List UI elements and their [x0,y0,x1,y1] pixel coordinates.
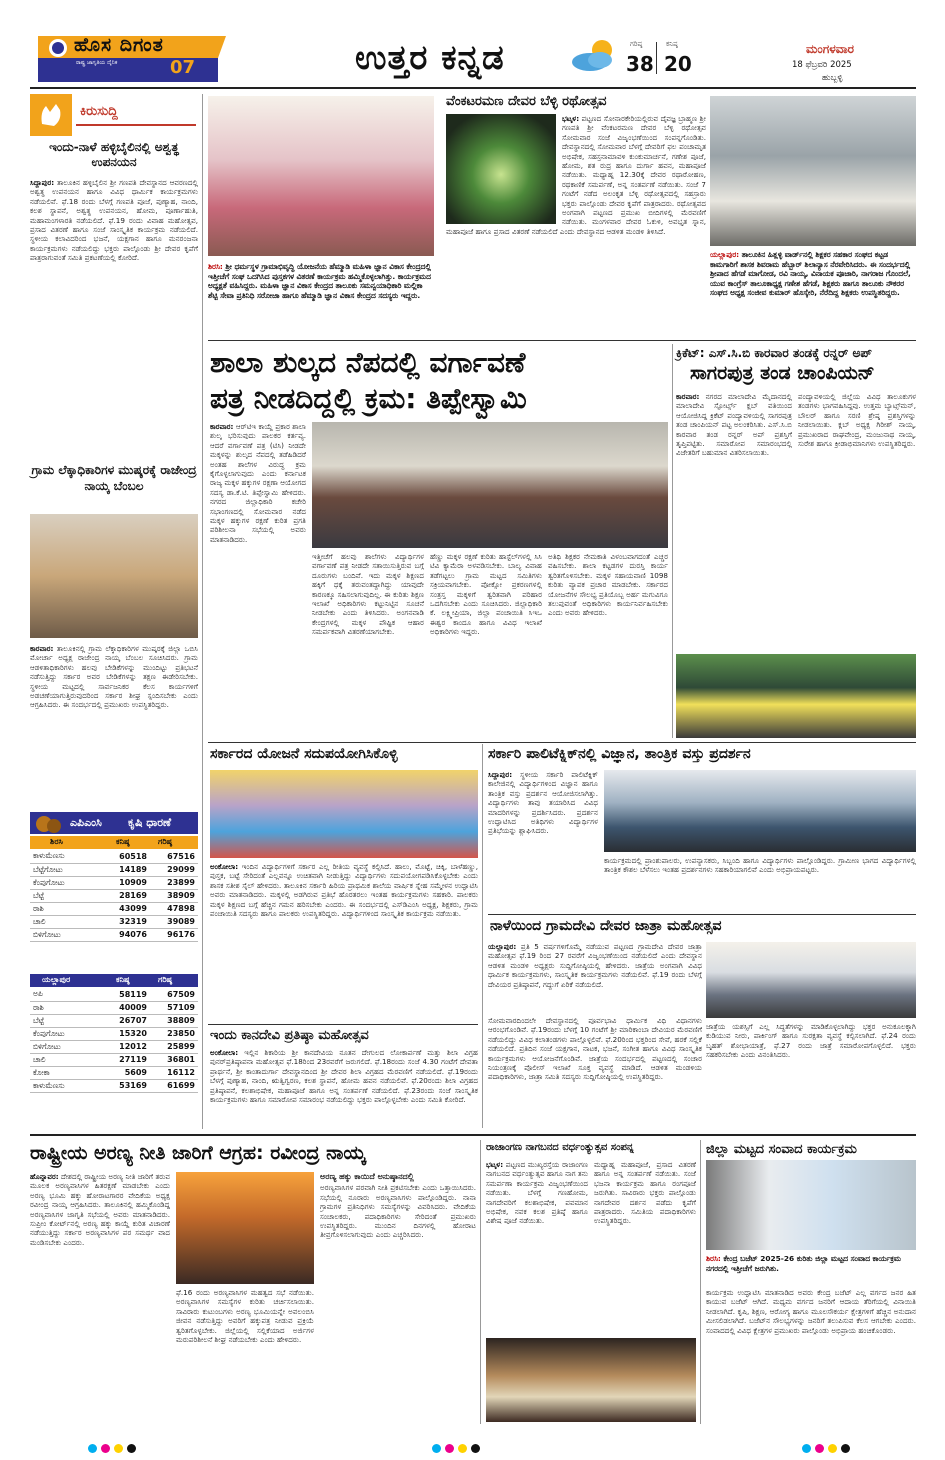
polytechnic-photo [604,770,916,852]
logo-text: ಹೊಸ ದಿಗಂತ [74,34,164,56]
kirusuddi-story1-text: ತಾಲೂಕಿನ ಹಳ್ಳಿಬೈಲಿನ ಶ್ರೀ ಗಣಪತಿ ದೇವಸ್ಥಾನದ ಆವರಣದಲ್ಲಿ ಅಶ್ವತ್ಥ ಉಪನಯನ ಹಾಗೂ ವಿವಿಧ ಧಾರ್ಮಿಕ ಕಾರ್ಯಕ್ರಮಗಳು ನಡೆಯಲಿವೆ. ಫೆ.18 ರಂದು ಬೆಳಗ್ಗೆ ಗಣಪತಿ ಪೂಜೆ, ಪುಣ್ಯಾಹ, ನಾಂದಿ, ಕಲಶ ಸ್ಥಾಪನೆ, ಅಶ್ವತ್ಥ ಉಪನಯನ, ಹೋಮ, ಪೂರ್ಣಾಹುತಿ, ಮಹಾಮಂಗಳಾರತಿ ನಡೆಯಲಿದೆ. ಫೆ.19 ರಂದು ವಿವಾಹ ಮಹೋತ್ಸವ, ಪ್ರಸಾದ ವಿತರಣೆ ಹಾಗೂ ಸಂಜೆ ಸಾಂಸ್ಕೃತಿಕ ಕಾರ್ಯಕ್ರಮ ನಡೆಯಲಿದೆ. ಸ್ಥಳೀಯ ಕಲಾವಿದರಿಂದ ಭಜನೆ, ಯಕ್ಷಗಾನ ಹಾಗೂ ಮನರಂಜನಾ ಕಾರ್ಯಕ್ರಮಗಳು ನಡೆಯಲಿದ್ದು ಭಕ್ತರು ಪಾಲ್ಗೊಂಡು ಶ್ರೀ ದೇವರ ಕೃಪೆಗೆ ಪಾತ್ರರಾಗುವಂತೆ ಸಮಿತಿ ಪ್ರಕಟಣೆಯಲ್ಲಿ ಕೋರಿದೆ. [30,178,198,263]
samvada-body [706,1288,916,1422]
apmc-max-price: 47898 [150,902,198,915]
apmc-max-price: 57109 [150,1001,198,1014]
top-row-rule [208,340,916,341]
kanadevi-headline: ಇಂದು ಕಾನದೇವಿ ಪ್ರತಿಷ್ಠಾ ಮಹೋತ್ಸವ [210,1028,369,1043]
mid-row-rule [208,742,916,743]
issue-day: ಮಂಗಳವಾರ [806,42,855,56]
apmc-max-price: 36801 [150,1053,198,1066]
temp-divider [656,42,657,74]
apmc-min-price: 10909 [102,876,150,889]
kirusuddi-underline [76,124,196,126]
apmc-market2-row [30,1014,198,1027]
apmc-item-name: ಬಿಳಿಗೋಟು [30,928,102,941]
cricket-place: ಕಾರವಾರ: [676,392,700,401]
apmc-item-name: ಬಿಳಿಗೋಟು [30,1040,102,1053]
sarkara-yojane-photo [210,770,478,858]
apmc-market2-row [30,1053,198,1066]
top-photo1-caption-text: ಶ್ರೀ ಧರ್ಮಸ್ಥಳ ಗ್ರಾಮಾಭಿವೃದ್ಧಿ ಯೋಜನೆಯ ಹೆಮ್ಮಾಡಿ ಮಹಿಳಾ ಜ್ಞಾನ ವಿಕಾಸ ಕೇಂದ್ರದಲ್ಲಿ ಇತ್ತೀಚೆಗೆ ಸಂಘ ಒದಗಿಸಿದ ಪುಸ್ತಕಗಳ ವಿತರಣೆ ಕಾರ್ಯಕ್ರಮ ಹಮ್ಮಿಕೊಳ್ಳಲಾಗಿತ್ತು. ಕಾರ್ಯಕ್ರಮದ ಅಧ್ಯಕ್ಷತೆ ವಹಿಸಿದ್ದರು. ಮಹಿಳಾ ಜ್ಞಾನ ವಿಕಾಸ ಕೇಂದ್ರದ ತಾಲೂಕು ಸಮನ್ವಯಾಧಿಕಾರಿ ಮಲ್ಲಿಕಾ ಶೆಟ್ಟಿ ಸೇವಾ ಪ್ರತಿನಿಧಿ ಸರೋಜಾ ಹಾಗೂ ಹೆಮ್ಮಾಡಿ ಜ್ಞಾನ ವಿಕಾಸ ಕೇಂದ್ರದ ಸದಸ್ಯರು ಇದ್ದರು. [208,262,431,300]
issue-date: 18 ಫೆಬ್ರವರಿ 2025 [792,60,852,70]
cricket-photo [676,654,916,738]
apmc-max-price: 96176 [150,928,198,941]
gramadevi-col1 [488,942,702,1012]
left-column-rule [202,94,203,1129]
apmc-header [30,812,198,834]
apmc-market2-max-col: ಗರಿಷ್ಠ [158,975,172,984]
polytechnic-headline: ಸರ್ಕಾರಿ ಪಾಲಿಟೆಕ್ನಿಕ್‌ನಲ್ಲಿ ವಿಜ್ಞಾನ, ತಾಂತ್ರಿಕ ವಸ್ತು ಪ್ರದರ್ಶನ [488,746,751,762]
polytechnic-bottom-rule [488,914,916,915]
apmc-market1-min-col: ಕನಿಷ್ಠ [116,837,130,846]
nagabana-col2 [594,1160,696,1334]
apmc-min-price: 40009 [102,1001,150,1014]
kirusuddi-label: ಕಿರುಸುದ್ದಿ [80,104,118,119]
apmc-market2-min-col: ಕನಿಷ್ಠ [116,975,130,984]
apmc-min-price: 53169 [102,1079,150,1092]
cricket-headline-line2: ಸಾಗರಪುತ್ರ ತಂಡ ಚಾಂಪಿಯನ್ [690,362,875,384]
lead-col4-text: ಅತಿಥಿ ಶಿಕ್ಷಕರ ನೇಮಕಾತಿ ವಿಳಂಬವಾಗದಂತೆ ಎಚ್ಚರ ವಹಿಸಬೇಕು. ಶಾಲಾ ಕಟ್ಟಡಗಳ ದುರಸ್ತಿ ಕಾರ್ಯ ತ್ವರಿತಗೊಳಿಸಬೇಕು. ಮಕ್ಕಳ ಸಹಾಯವಾಣಿ 1098 ಕುರಿತು ವ್ಯಾಪಕ ಪ್ರಚಾರ ಮಾಡಬೇಕು. ಸರ್ಕಾರದ ಯೋಜನೆಗಳ ಸೌಲಭ್ಯ ಪ್ರತಿಯೊಬ್ಬ ಅರ್ಹ ಮಗುವಿಗೂ ತಲುಪುವಂತೆ ಅಧಿಕಾರಿಗಳು ಕಾರ್ಯನಿರ್ವಹಿಸಬೇಕು ಎಂದು ಅವರು ಹೇಳಿದರು. [548,552,668,618]
aranya-col2-text: ಫೆ.16 ರಂದು ಅರಣ್ಯವಾಸಿಗಳ ಮಹತ್ವದ ಸಭೆ ನಡೆಯಿತು. ಅರಣ್ಯವಾಸಿಗಳ ಸಮಸ್ಯೆಗಳ ಕುರಿತು ಚರ್ಚಿಸಲಾಯಿತು. ಸಾವಿರಾರು ಕುಟುಂಬಗಳು ಅರಣ್ಯ ಭೂಮಿಯನ್ನೇ ಅವಲಂಬಿಸಿ ಜೀವನ ನಡೆಸುತ್ತಿದ್ದು ಅವರಿಗೆ ಹಕ್ಕುಪತ್ರ ನೀಡುವ ಪ್ರಕ್ರಿಯೆ ತ್ವರಿತಗೊಳ್ಳಬೇಕು. ಜಿಲ್ಲೆಯಲ್ಲಿ ಸಲ್ಲಿಕೆಯಾದ ಅರ್ಜಿಗಳ ಮರುಪರಿಶೀಲನೆ ಶೀಘ್ರ ನಡೆಯಬೇಕು ಎಂದು ಹೇಳಿದರು. [176,1288,314,1345]
samvada-caption-place: ಶಿರಸಿ: [706,1254,721,1263]
venkataramana-body [446,114,706,336]
gramadevi-photo [706,942,916,1018]
apmc-market2-row [30,1040,198,1053]
apmc-market2-name: ಯಲ್ಲಾಪುರ [42,975,71,984]
areca-nut-icon [32,810,66,836]
apmc-market2-table [30,988,198,1093]
apmc-item-name: ರಾಶಿ [30,902,102,915]
lead-col4 [548,552,668,738]
nagabana-col1 [486,1160,588,1334]
venkataramana-place: ಭಟ್ಕಳ: [562,114,580,123]
apmc-item-name: ಕಾಳುಮೆಣಸು [30,850,102,863]
apmc-min-price: 28169 [102,889,150,902]
gramadevi-col1-text: ಪ್ರತಿ 5 ವರ್ಷಗಳಿಗೊಮ್ಮೆ ನಡೆಯುವ ಪಟ್ಟಣದ ಗ್ರಾಮದೇವಿ ದೇವರ ಜಾತ್ರಾ ಮಹೋತ್ಸವ ಫೆ.19 ರಿಂದ 27 ರವರೆಗೆ ವಿಜೃಂಭಣೆಯಿಂದ ನಡೆಯಲಿದೆ ಎಂದು ದೇವಸ್ಥಾನ ಆಡಳಿತ ಮಂಡಳಿ ಅಧ್ಯಕ್ಷರು ಸುದ್ದಿಗೋಷ್ಠಿಯಲ್ಲಿ ಹೇಳಿದರು. ಜಾತ್ರೆಯ ಅಂಗವಾಗಿ ವಿವಿಧ ಧಾರ್ಮಿಕ ಕಾರ್ಯಕ್ರಮಗಳು, ಸಾಂಸ್ಕೃತಿಕ ಕಾರ್ಯಕ್ರಮಗಳು ನಡೆಯಲಿವೆ. ಫೆ.19 ರಂದು ಬೆಳಗ್ಗೆ ದೇವಿಯರ ಪ್ರತಿಷ್ಠಾಪನೆ, ಗದ್ದುಗೆ ಏರಿಕೆ ನಡೆಯಲಿದೆ. [488,942,702,989]
samvada-headline: ಜಿಲ್ಲಾ ಮಟ್ಟದ ಸಂವಾದ ಕಾರ್ಯಕ್ರಮ [706,1142,857,1157]
polytechnic-col2 [604,856,916,910]
apmc-item-name: ಕೆಂಪುಗೋಟು [30,876,102,889]
apmc-market1-row [30,915,198,928]
apmc-item-name: ಬೆಟ್ಟೆ [30,889,102,902]
apmc-market1-row [30,876,198,889]
apmc-max-price: 67509 [150,988,198,1001]
top-photo3-caption [710,250,916,336]
aranya-photo [176,1172,314,1284]
top-photo3-caption-text: ತಾಲೂಕಿನ ಹಿತ್ಲಳ್ಳಿ ವಾರ್ಡ್‌ನಲ್ಲಿ ಶಿಕ್ಷಕರ ಸಹಕಾರ ಸಂಘದ ಕಟ್ಟಡ ಕಾಮಗಾರಿಗೆ ಶಾಸಕ ಶಿವರಾಮ ಹೆಬ್ಬಾರ್ ಶಿಲಾನ್ಯಾಸ ನೆರವೇರಿಸಿದರು. ಈ ಸಂದರ್ಭದಲ್ಲಿ ಶ್ರೀಪಾದ ಹೆಗಡೆ ಮಾಗೋಡ, ರವಿ ನಾಯ್ಕ, ವಿನಾಯಕ ಪೂಜಾರಿ, ನಾಗರಾಜ ಗೊಂದಲೆ, ಯುವ ಕಾಂಗ್ರೆಸ್ ತಾಲೂಕಾಧ್ಯಕ್ಷ ಗಣೇಶ ಹೆಗಡೆ, ಶಿಕ್ಷಕರು ಹಾಗೂ ತಾಲೂಕು ನೌಕರರ ಸಂಘದ ಅಧ್ಯಕ್ಷ ಸಂಜೀವ ಕುಮಾರ್ ಹೊಸ್ಕೇರಿ, ನೆರೆದಿದ್ದ ಶಿಕ್ಷಕರು ಉಪಸ್ಥಿತರಿದ್ದರು. [710,250,911,298]
gramadevi-headline: ನಾಳೆಯಿಂದ ಗ್ರಾಮದೇವಿ ದೇವರ ಜಾತ್ರಾ ಮಹೋತ್ಸವ [490,918,722,934]
cricket-col2-text: ಪಂದ್ಯಾವಳಿಯಲ್ಲಿ ಜಿಲ್ಲೆಯ ವಿವಿಧ ತಾಲೂಕುಗಳ ತಂಡಗಳು ಭಾಗವಹಿಸಿದ್ದವು. ಉತ್ತಮ ಬ್ಯಾಟ್ಸ್‌ಮನ್, ಬೌಲರ್ ಹಾಗೂ ಸರಣಿ ಶ್ರೇಷ್ಠ ಪ್ರಶಸ್ತಿಗಳನ್ನು ನೀಡಲಾಯಿತು. ಕ್ಲಬ್ ಅಧ್ಯಕ್ಷ ಗಿರೀಶ್ ನಾಯ್ಕ, ಪ್ರಮುಖರಾದ ರಾಘವೇಂದ್ರ, ಮಂಜುನಾಥ ನಾಯ್ಕ, ಸುರೇಶ ಹಾಗೂ ಕ್ರೀಡಾಭಿಮಾನಿಗಳು ಉಪಸ್ಥಿತರಿದ್ದರು. [798,392,916,449]
gramadevi-place: ಯಲ್ಲಾಪುರ: [488,942,517,951]
polytechnic-col1 [488,770,598,910]
aranya-headline: ರಾಷ್ಟ್ರೀಯ ಅರಣ್ಯ ನೀತಿ ಜಾರಿಗೆ ಆಗ್ರಹ: ರವೀಂದ್ರ ನಾಯ್ಕ [30,1142,366,1164]
kirusuddi-story2-body [30,644,198,804]
venkataramana-headline: ವೆಂಕಟರಮಣ ದೇವರ ಬೆಳ್ಳಿ ರಥೋತ್ಸವ [446,94,607,109]
kirusuddi-story2-place: ಕಾರವಾರ: [30,644,54,653]
nagabana-col2-text: ಮಧ್ಯಾಹ್ನ ಮಹಾಪೂಜೆ, ಪ್ರಸಾದ ವಿತರಣೆ ಹಾಗೂ ಅನ್ನ ಸಂತರ್ಪಣೆ ನಡೆಯಿತು. ಸಂಜೆ ಭಜನಾ ಕಾರ್ಯಕ್ರಮ ಹಾಗೂ ರಂಗಪೂಜೆ ಜರುಗಿತು. ಸಾವಿರಾರು ಭಕ್ತರು ಪಾಲ್ಗೊಂಡು ನಾಗದೇವರ ದರ್ಶನ ಪಡೆದು ಕೃಪೆಗೆ ಪಾತ್ರರಾದರು. ಸಮಿತಿಯ ಪದಾಧಿಕಾರಿಗಳು ಉಪಸ್ಥಿತರಿದ್ದರು. [594,1160,696,1226]
apmc-item-name: ಚಾಲಿ [30,1053,102,1066]
lead-col3 [430,552,542,738]
kirusuddi-story1-body [30,178,198,484]
logo-block [30,30,220,86]
apmc-item-name: ಕೆಂಪುಗೋಟು [30,1027,102,1040]
apmc-max-price: 16112 [150,1066,198,1079]
apmc-market2-header [30,974,198,987]
lead-headline-line2: ಪತ್ರ ನೀಡದಿದ್ದಲ್ಲಿ ಕ್ರಮ: ತಿಪ್ಪೇಸ್ವಾಮಿ [210,382,527,415]
gramadevi-col2-text: ಜಾತ್ರೆಯ ಯಶಸ್ಸಿಗೆ ಎಲ್ಲ ಸಿದ್ಧತೆಗಳನ್ನು ಮಾಡಿಕೊಳ್ಳಲಾಗಿದ್ದು ಭಕ್ತರ ಅನುಕೂಲಕ್ಕಾಗಿ ಕುಡಿಯುವ ನೀರು, ಪಾರ್ಕಿಂಗ್ ಹಾಗೂ ಸುರಕ್ಷತಾ ವ್ಯವಸ್ಥೆ ಕಲ್ಪಿಸಲಾಗಿದೆ. ಫೆ.24 ರಂದು ಬೃಹತ್ ಶೋಭಾಯಾತ್ರೆ, ಫೆ.27 ರಂದು ಜಾತ್ರೆ ಸಮಾರೋಪಗೊಳ್ಳಲಿದೆ. ಭಕ್ತರು ಸಹಕರಿಸಬೇಕು ಎಂದು ವಿನಂತಿಸಿದರು. [706,1022,916,1060]
apmc-market1-max-col: ಗರಿಷ್ಠ [158,837,172,846]
apmc-max-price: 23899 [150,876,198,889]
lead-col3-text: ಹೆಣ್ಣು ಮಕ್ಕಳ ರಕ್ಷಣೆ ಕುರಿತು ಹಾಸ್ಟೆಲ್‌ಗಳಲ್ಲಿ ಸಿಸಿ ಟಿವಿ ಕ್ಯಾಮೆರಾ ಅಳವಡಿಸಬೇಕು. ಬಾಲ್ಯ ವಿವಾಹ ತಡೆಗಟ್ಟಲು ಗ್ರಾಮ ಮಟ್ಟದ ಸಮಿತಿಗಳು ಸಕ್ರಿಯವಾಗಬೇಕು. ಪೋಕ್ಸೋ ಪ್ರಕರಣಗಳಲ್ಲಿ ಸಂತ್ರಸ್ತ ಮಕ್ಕಳಿಗೆ ತ್ವರಿತವಾಗಿ ಪರಿಹಾರ ಒದಗಿಸಬೇಕು ಎಂದು ಸೂಚಿಸಿದರು. ಜಿಲ್ಲಾಧಿಕಾರಿ ಕೆ. ಲಕ್ಷ್ಮೀಪ್ರಿಯಾ, ಜಿಲ್ಲಾ ಪಂಚಾಯಿತಿ ಸಿಇಒ ಈಶ್ವರ ಕಾಂದೂ ಹಾಗೂ ವಿವಿಧ ಇಲಾಖೆ ಅಧಿಕಾರಿಗಳು ಇದ್ದರು. [430,552,542,637]
masthead [0,0,945,88]
top-photo1-caption [208,262,434,338]
temp-max: 38 [626,52,654,76]
lead-col2-visible [312,552,424,738]
apmc-label-a: ಎಪಿಎಂಸಿ [70,816,102,829]
top-photo1-caption-place: ಶಿರಸಿ: [208,262,223,271]
aranya-subhead: ಅರಣ್ಯ ಹಕ್ಕು ಕಾಯಿದೆ ಅನುಷ್ಠಾನದಲ್ಲಿ [320,1172,414,1181]
apmc-max-price: 39089 [150,915,198,928]
masthead-rule [30,87,916,89]
temp-min: 20 [664,52,692,76]
apmc-max-price: 23850 [150,1027,198,1040]
apmc-item-name: ಬೆಟ್ಟೆಗೋಟು [30,863,102,876]
gramadevi-continued-text: ಸೋಮವಾರದಿಂದಲೇ ದೇವಸ್ಥಾನದಲ್ಲಿ ಪೂರ್ವಭಾವಿ ಧಾರ್ಮಿಕ ವಿಧಿ ವಿಧಾನಗಳು ಆರಂಭಗೊಂಡಿವೆ. ಫೆ.19ರಂದು ಬೆಳಗ್ಗೆ 10 ಗಂಟೆಗೆ ಶ್ರೀ ಮಾರಿಕಾಂಬಾ ದೇವಿಯರ ಮೆರವಣಿಗೆ ನಡೆಯಲಿದ್ದು ವಿವಿಧ ಕಲಾತಂಡಗಳು ಪಾಲ್ಗೊಳ್ಳಲಿವೆ. ಫೆ.20ರಿಂದ ಭಕ್ತರಿಂದ ಸೇವೆ, ಹರಕೆ ಸಲ್ಲಿಕೆ ನಡೆಯಲಿದೆ. ಪ್ರತಿದಿನ ಸಂಜೆ ಯಕ್ಷಗಾನ, ನಾಟಕ, ಭಜನೆ, ಸಂಗೀತ ಹಾಗೂ ವಿವಿಧ ಸಾಂಸ್ಕೃತಿಕ ಕಾರ್ಯಕ್ರಮಗಳು ಆಯೋಜನೆಗೊಂಡಿವೆ. ಜಾತ್ರೆಯ ಸಂದರ್ಭದಲ್ಲಿ ಪಟ್ಟಣದಲ್ಲಿ ಸಂಚಾರ ನಿಯಂತ್ರಣಕ್ಕೆ ಪೊಲೀಸ್ ಇಲಾಖೆ ಸೂಕ್ತ ವ್ಯವಸ್ಥೆ ಮಾಡಿದೆ. ಆಡಳಿತ ಮಂಡಳಿಯ ಪದಾಧಿಕಾರಿಗಳು, ಜಾತ್ರಾ ಸಮಿತಿ ಸದಸ್ಯರು ಸುದ್ದಿಗೋಷ್ಠಿಯಲ್ಲಿ ಉಪಸ್ಥಿತರಿದ್ದರು. [488,1016,702,1082]
kirusuddi-story2-headline: ಗ್ರಾಮ ಲೆಕ್ಕಾಧಿಕಾರಿಗಳ ಮುಷ್ಕರಕ್ಕೆ ರಾಜೇಂದ್ರ ನಾಯ್ಕ ಬೆಂಬಲ [31,463,197,493]
aranya-col3 [320,1172,476,1422]
registration-dots-center [430,1438,482,1457]
apmc-market1-table [30,850,198,942]
nagabana-photo [486,1338,696,1422]
apmc-item-name: ಚಾಲಿ [30,915,102,928]
aranya-col3-text: ಅರಣ್ಯವಾಸಿಗಳ ಪರವಾಗಿ ನೀತಿ ಪ್ರಕಟಿಸಬೇಕು ಎಂದು ಒತ್ತಾಯಿಸಿದರು. ಸಭೆಯಲ್ಲಿ ನೂರಾರು ಅರಣ್ಯವಾಸಿಗಳು ಪಾಲ್ಗೊಂಡಿದ್ದರು. ನಾನಾ ಗ್ರಾಮಗಳ ಪ್ರತಿನಿಧಿಗಳು ಸಮಸ್ಯೆಗಳನ್ನು ವಿವರಿಸಿದರು. ವೇದಿಕೆಯ ಸಂಚಾಲಕರು, ಪದಾಧಿಕಾರಿಗಳು ಸೇರಿದಂತೆ ಪ್ರಮುಖರು ಉಪಸ್ಥಿತರಿದ್ದರು. ಮುಂದಿನ ದಿನಗಳಲ್ಲಿ ಹೋರಾಟ ತೀವ್ರಗೊಳಿಸಲಾಗುವುದು ಎಂದು ಎಚ್ಚರಿಸಿದರು. [320,1183,476,1240]
apmc-market2-row [30,1066,198,1079]
apmc-min-price: 32319 [102,915,150,928]
lead-col1 [210,422,306,738]
registration-dots-right [800,1438,852,1457]
apmc-min-price: 58119 [102,988,150,1001]
kirusuddi-story1-place: ಸಿದ್ದಾಪುರ: [30,178,55,187]
polytechnic-col2-text: ಕಾರ್ಯಕ್ರಮದಲ್ಲಿ ಪ್ರಾಂಶುಪಾಲರು, ಉಪನ್ಯಾಸಕರು, ಸಿಬ್ಬಂದಿ ಹಾಗೂ ವಿದ್ಯಾರ್ಥಿಗಳು ಪಾಲ್ಗೊಂಡಿದ್ದರು. ಗ್ರಾಮೀಣ ಭಾಗದ ವಿದ್ಯಾರ್ಥಿಗಳಲ್ಲಿ ತಾಂತ್ರಿಕ ಕೌಶಲ ಬೆಳೆಸಲು ಇಂತಹ ಪ್ರದರ್ಶನಗಳು ಸಹಕಾರಿಯಾಗಲಿವೆ ಎಂದು ಅಭಿಪ್ರಾಯಪಟ್ಟರು. [604,856,916,875]
apmc-min-price: 26707 [102,1014,150,1027]
apmc-label-b: ಕೃಷಿ ಧಾರಣೆ [128,816,172,829]
bottom-rule2 [700,1140,701,1424]
issue-city: ಹುಬ್ಬಳ್ಳಿ [822,73,843,83]
apmc-market1-row [30,902,198,915]
kanadevi-place: ಅಂಕೋಲಾ: [210,1048,239,1057]
apmc-market2-row [30,1079,198,1092]
lead-col1-text: ಆರ್‌ಟಿಇ ಕಾಯ್ದೆ ಪ್ರಕಾರ ಶಾಲಾ ಶುಲ್ಕ ಭರಿಸುವುದು ಪಾಲಕರ ಕರ್ತವ್ಯ. ಆದರೆ ವರ್ಗಾವಣೆ ಪತ್ರ (ಟಿಸಿ) ನೀಡದೇ ಮಕ್ಕಳನ್ನು ಶುಲ್ಕದ ನೆಪದಲ್ಲಿ ತಡೆಹಿಡಿದರೆ ಅಂತಹ ಶಾಲೆಗಳ ವಿರುದ್ಧ ಕ್ರಮ ಕೈಗೊಳ್ಳಲಾಗುವುದು ಎಂದು ಕರ್ನಾಟಕ ರಾಜ್ಯ ಮಕ್ಕಳ ಹಕ್ಕುಗಳ ರಕ್ಷಣಾ ಆಯೋಗದ ಸದಸ್ಯ ಡಾ.ಕೆ.ಟಿ. ತಿಪ್ಪೇಸ್ವಾಮಿ ಹೇಳಿದರು. ನಗರದ ಜಿಲ್ಲಾಧಿಕಾರಿ ಕಚೇರಿ ಸಭಾಂಗಣದಲ್ಲಿ ಸೋಮವಾರ ನಡೆದ ಮಕ್ಕಳ ಹಕ್ಕುಗಳ ರಕ್ಷಣೆ ಕುರಿತ ಪ್ರಗತಿ ಪರಿಶೀಲನಾ ಸಭೆಯಲ್ಲಿ ಅವರು ಮಾತನಾಡಿದರು. [210,422,306,544]
sarkara-yojane-text: ಇಂದಿನ ವಿದ್ಯಾರ್ಥಿಗಳಿಗೆ ಸರ್ಕಾರ ಎಲ್ಲ ರೀತಿಯ ವ್ಯವಸ್ಥೆ ಕಲ್ಪಿಸಿದೆ. ಹಾಲು, ಮೊಟ್ಟೆ, ಚಿಕ್ಕಿ, ಬಾಳೆಹಣ್ಣು, ಪುಸ್ತಕ, ಬಟ್ಟೆ ಸೇರಿದಂತೆ ಎಲ್ಲವನ್ನೂ ಉಚಿತವಾಗಿ ನೀಡುತ್ತಿದ್ದು ವಿದ್ಯಾರ್ಥಿಗಳು ಸದುಪಯೋಗಪಡಿಸಿಕೊಳ್ಳಬೇಕು ಎಂದು ಶಾಸಕ ಸತೀಶ ಸೈಲ್ ಹೇಳಿದರು. ತಾಲೂಕಿನ ಸರ್ಕಾರಿ ಹಿರಿಯ ಪ್ರಾಥಮಿಕ ಶಾಲೆಯ ವಾರ್ಷಿಕ ಸ್ನೇಹ ಸಮ್ಮೇಳನ ಉದ್ಘಾಟಿಸಿ ಅವರು ಮಾತನಾಡಿದರು. ಮಕ್ಕಳಲ್ಲಿ ಅಡಗಿರುವ ಪ್ರತಿಭೆ ಹೊರತರಲು ಇಂತಹ ಕಾರ್ಯಕ್ರಮಗಳು ಸಹಕಾರಿ. ಪಾಲಕರು ಮಕ್ಕಳ ಶಿಕ್ಷಣದ ಬಗ್ಗೆ ಹೆಚ್ಚಿನ ಗಮನ ಹರಿಸಬೇಕು ಎಂದರು. ಈ ಸಂದರ್ಭದಲ್ಲಿ ಎಸ್‌ಡಿಎಂಸಿ ಅಧ್ಯಕ್ಷ, ಶಿಕ್ಷಕರು, ಗ್ರಾಮ ಪಂಚಾಯಿತಿ ಸದಸ್ಯರು ಹಾಗೂ ಪಾಲಕರು ಉಪಸ್ಥಿತರಿದ್ದರು. ವಿದ್ಯಾರ್ಥಿಗಳಿಂದ ಸಾಂಸ್ಕೃತಿಕ ಕಾರ್ಯಕ್ರಮ ನಡೆಯಿತು. [210,862,478,919]
apmc-market1-row [30,889,198,902]
temp-max-label: ಗರಿಷ್ಠ [630,40,643,48]
kirusuddi-story1-headline: ಇಂದು-ನಾಳೆ ಹಳ್ಳಿಬೈಲಿನಲ್ಲಿ ಅಶ್ವತ್ಥ ಉಪನಯನ [49,140,179,169]
samvada-caption [706,1254,916,1284]
apmc-market1-row [30,863,198,876]
apmc-max-price: 25899 [150,1040,198,1053]
top-photo1 [208,96,434,256]
apmc-max-price: 29099 [150,863,198,876]
cricket-col1 [676,392,792,652]
gramadevi-col2 [706,1022,916,1128]
nagabana-place: ಭಟ್ಕಳ: [486,1160,504,1169]
sarkara-yojane-headline: ಸರ್ಕಾರದ ಯೋಜನೆ ಸದುಪಯೋಗಿಸಿಕೊಳ್ಳಿ [210,746,398,762]
cricket-col2 [798,392,916,652]
weather-sun-cloud-icon [568,36,622,74]
apmc-min-price: 60518 [102,850,150,863]
top-photo3 [710,96,916,246]
apmc-min-price: 94076 [102,928,150,941]
lead-right-rule [672,344,673,738]
kanadevi-top-rule [208,1024,478,1025]
kirusuddi-story2-text: ತಾಲೂಕಿನಲ್ಲಿ ಗ್ರಾಮ ಲೆಕ್ಕಾಧಿಕಾರಿಗಳ ಮುಷ್ಕರಕ್ಕೆ ಜಿಲ್ಲಾ ಒಬಿಸಿ ಮೋರ್ಚಾ ಅಧ್ಯಕ್ಷ ರಾಜೇಂದ್ರ ನಾಯ್ಕ ಬೆಂಬಲ ಸೂಚಿಸಿದರು. ಗ್ರಾಮ ಆಡಳಿತಾಧಿಕಾರಿಗಳು ಹಲವು ಬೇಡಿಕೆಗಳನ್ನು ಮುಂದಿಟ್ಟು ಪ್ರತಿಭಟನೆ ನಡೆಸುತ್ತಿದ್ದು ಸರ್ಕಾರ ಅವರ ಬೇಡಿಕೆಗಳನ್ನು ತಕ್ಷಣ ಈಡೇರಿಸಬೇಕು. ಸ್ಥಳೀಯ ಮಟ್ಟದಲ್ಲಿ ಸಾರ್ವಜನಿಕರ ಕೆಲಸ ಕಾರ್ಯಗಳಿಗೆ ಅಡಚಣೆಯಾಗುತ್ತಿರುವುದರಿಂದ ಸರ್ಕಾರ ಶೀಘ್ರ ಸ್ಪಂದಿಸಬೇಕು ಎಂದು ಆಗ್ರಹಿಸಿದರು. ಈ ಸಂದರ್ಭದಲ್ಲಿ ಪ್ರಮುಖರು ಉಪಸ್ಥಿತರಿದ್ದರು. [30,644,198,710]
kanadevi-text: ಇಲ್ಲಿನ ಶಿಕಾರಿಯ ಶ್ರೀ ಕಾನದೇವಿಯ ನೂತನ ದೇಗುಲದ ಲೋಕಾರ್ಪಣೆ ಮತ್ತು ಶಿಲಾ ವಿಗ್ರಹ ಪುನರ್‌ಪ್ರತಿಷ್ಠಾಪನಾ ಮಹೋತ್ಸವ ಫೆ.18ರಿಂದ 23ರವರೆಗೆ ಜರುಗಲಿದೆ. ಫೆ.18ರಂದು ಸಂಜೆ 4.30 ಗಂಟೆಗೆ ದೇವತಾ ಪ್ರಾರ್ಥನೆ, ಶ್ರೀ ಕಾಂತಾದುರ್ಗಾ ದೇವಸ್ಥಾನದಿಂದ ಶ್ರೀ ದೇವರ ಶಿಲಾ ವಿಗ್ರಹದ ಮೆರವಣಿಗೆ ನಡೆಯಲಿದೆ. ಫೆ.19ರಂದು ಬೆಳಗ್ಗೆ ಪುಣ್ಯಾಹ, ನಾಂದಿ, ಋತ್ವಿಗ್ವರಣ, ಕಲಶ ಸ್ಥಾಪನೆ, ಹೋಮ ಹವನ ನಡೆಯಲಿವೆ. ಫೆ.20ರಂದು ಶಿಲಾ ವಿಗ್ರಹದ ಪ್ರತಿಷ್ಠಾಪನೆ, ಕಲಶಾಭಿಷೇಕ, ಮಹಾಪೂಜೆ ಹಾಗೂ ಅನ್ನ ಸಂತರ್ಪಣೆ ನಡೆಯಲಿದೆ. ಫೆ.23ರಂದು ಸಂಜೆ ಸಾಂಸ್ಕೃತಿಕ ಕಾರ್ಯಕ್ರಮಗಳು ಹಾಗೂ ಸಮಾರೋಪ ಸಮಾರಂಭ ನಡೆಯಲಿದ್ದು ಭಕ್ತರು ಪಾಲ್ಗೊಳ್ಳಬೇಕು ಎಂದು ಸಮಿತಿ ಕೋರಿದೆ. [210,1048,478,1105]
gramadevi-continued [488,1016,702,1128]
aranya-col2 [176,1288,314,1422]
apmc-item-name: ಬೆಟ್ಟೆ [30,1014,102,1027]
temp-min-label: ಕನಿಷ್ಠ [666,40,678,48]
apmc-max-price: 61699 [150,1079,198,1092]
samvada-caption-text: ಕೇಂದ್ರ ಬಜೆಟ್ 2025-26 ಕುರಿತು ಜಿಲ್ಲಾ ಮಟ್ಟದ ಸಂವಾದ ಕಾರ್ಯಕ್ರಮ ನಗರದಲ್ಲಿ ಇತ್ತೀಚೆಗೆ ಜರುಗಿತು. [706,1254,901,1273]
apmc-min-price: 5609 [102,1066,150,1079]
apmc-max-price: 38909 [150,889,198,902]
apmc-market1-header [30,836,198,849]
sarkara-yojane-place: ಅಂಕೋಲಾ: [210,862,239,871]
kirusuddi-story2-photo [30,514,198,638]
apmc-max-price: 38809 [150,1014,198,1027]
samvada-text: ಕಾರ್ಯಕ್ರಮ ಉದ್ಘಾಟಿಸಿ ಮಾತನಾಡಿದ ಅವರು ಕೇಂದ್ರ ಬಜೆಟ್ ಎಲ್ಲ ವರ್ಗದ ಜನರ ಹಿತ ಕಾಯುವ ಬಜೆಟ್ ಆಗಿದೆ. ಮಧ್ಯಮ ವರ್ಗದ ಜನರಿಗೆ ಆದಾಯ ತೆರಿಗೆಯಲ್ಲಿ ವಿನಾಯಿತಿ ನೀಡಲಾಗಿದೆ. ಕೃಷಿ, ಶಿಕ್ಷಣ, ಆರೋಗ್ಯ ಹಾಗೂ ಮೂಲಸೌಕರ್ಯ ಕ್ಷೇತ್ರಗಳಿಗೆ ಹೆಚ್ಚಿನ ಅನುದಾನ ಮೀಸಲಿಡಲಾಗಿದೆ. ಬಜೆಟ್‌ನ ಸೌಲಭ್ಯಗಳನ್ನು ಜನರಿಗೆ ತಲುಪಿಸುವ ಕೆಲಸ ಆಗಬೇಕು ಎಂದರು. ಸಂವಾದದಲ್ಲಿ ವಿವಿಧ ಕ್ಷೇತ್ರಗಳ ಪ್ರಮುಖರು ಪಾಲ್ಗೊಂಡು ಅಭಿಪ್ರಾಯ ಹಂಚಿಕೊಂಡರು. [706,1288,916,1335]
page-number: 07 [170,57,196,78]
polytechnic-col1-text: ಸ್ಥಳೀಯ ಸರ್ಕಾರಿ ಪಾಲಿಟೆಕ್ನಿಕ್ ಕಾಲೇಜಿನಲ್ಲಿ ವಿದ್ಯಾರ್ಥಿಗಳಿಂದ ವಿಜ್ಞಾನ ಹಾಗೂ ತಾಂತ್ರಿಕ ವಸ್ತು ಪ್ರದರ್ಶನ ಆಯೋಜಿಸಲಾಗಿತ್ತು. ವಿದ್ಯಾರ್ಥಿಗಳು ತಾವು ತಯಾರಿಸಿದ ವಿವಿಧ ಮಾದರಿಗಳನ್ನು ಪ್ರದರ್ಶಿಸಿದರು. ಪ್ರದರ್ಶನ ಉದ್ಘಾಟಿಸಿದ ಅತಿಥಿಗಳು ವಿದ್ಯಾರ್ಥಿಗಳ ಪ್ರತಿಭೆಯನ್ನು ಶ್ಲಾಘಿಸಿದರು. [488,770,598,836]
registration-dots-left [86,1438,138,1457]
apmc-item-name: ಅಪಿ [30,988,102,1001]
apmc-item-name: ಕೋಕಾ [30,1066,102,1079]
kirusuddi-section [30,94,198,810]
apmc-market2-row [30,1027,198,1040]
cricket-headline-line1: ಕ್ರಿಕೆಟ್: ಎಸ್.ಸಿ.ಬಿ ಕಾರವಾರ ತಂಡಕ್ಕೆ ರನ್ನರ್ ಅಪ್ [676,346,872,360]
apmc-min-price: 14189 [102,863,150,876]
polytechnic-place: ಸಿದ್ದಾಪುರ: [488,770,513,779]
aranya-place: ಹೊನ್ನಾವರ: [30,1172,59,1181]
venkataramana-text: ಪಟ್ಟಣದ ಸೋನಾರಕೇರಿಯಲ್ಲಿರುವ ದೈವಜ್ಞ ಬ್ರಾಹ್ಮಣ ಶ್ರೀ ಗಣಪತಿ ಶ್ರೀ ವೆಂಕಟರಮಣ ದೇವರ ಬೆಳ್ಳಿ ರಥೋತ್ಸವ ಸೋಮವಾರ ಸಂಜೆ ವಿಜೃಂಭಣೆಯಿಂದ ಸಂಪನ್ನಗೊಂಡಿತು. ದೇವಸ್ಥಾನದಲ್ಲಿ ಸೋಮವಾರ ಬೆಳಗ್ಗೆ ದೇವರಿಗೆ ಫಲ ಪಂಚಾಮೃತ ಅಭಿಷೇಕ, ಸಹಸ್ರನಾಮಾವಳಿ ಕುಂಕುಮಾರ್ಚನೆ, ಗಣೇಶ ಪೂಜೆ, ಹೋಮ, ಶತ ರುದ್ರ ಹಾಗೂ ದುರ್ಗಾ ಹವನ, ಮಹಾಪೂಜೆ ನಡೆಯಿತು. ಮಧ್ಯಾಹ್ನ 12.30ಕ್ಕೆ ದೇವರ ರಥಾರೋಹಣ, ರಥಕಾಣಿಕೆ ಸಮರ್ಪಣೆ, ಅನ್ನ ಸಂತರ್ಪಣೆ ನಡೆಯಿತು. ಸಂಜೆ 7 ಗಂಟೆಗೆ ನಡೆದ ಅಲಂಕೃತ ಬೆಳ್ಳಿ ರಥೋತ್ಸವದಲ್ಲಿ ಸಹಸ್ರಾರು ಭಕ್ತರು ಪಾಲ್ಗೊಂಡು ದೇವರ ಕೃಪೆಗೆ ಪಾತ್ರರಾದರು. ರಥೋತ್ಸವದ ಅಂಗವಾಗಿ ಪಟ್ಟಣದ ಪ್ರಮುಖ ಬೀದಿಗಳಲ್ಲಿ ಮೆರವಣಿಗೆ ನಡೆಯಿತು. ಮಂಗಳವಾರ ದೇವರ ಓಕುಳಿ, ಅವಭೃತ ಸ್ನಾನ, ಮಹಾಪೂಜೆ ಹಾಗೂ ಪ್ರಸಾದ ವಿತರಣೆ ನಡೆಯಲಿದೆ ಎಂದು ದೇವಸ್ಥಾನದ ಆಡಳಿತ ಮಂಡಳಿ ತಿಳಿಸಿದೆ. [446,114,706,236]
aranya-col1 [30,1172,170,1422]
samvada-photo [706,1160,916,1250]
lead-headline-line1: ಶಾಲಾ ಶುಲ್ಕದ ನೆಪದಲ್ಲಿ ವರ್ಗಾವಣೆ [210,346,526,379]
apmc-min-price: 15320 [102,1027,150,1040]
apmc-market2-row [30,1001,198,1014]
apmc-max-price: 67516 [150,850,198,863]
apmc-item-name: ಕಾಳುಮೆಣಸು [30,1079,102,1092]
nagabana-headline: ರಾಜಾಂಗಣ ನಾಗಬನದ ವರ್ಧಂತ್ಯುತ್ಸವ ಸಂಪನ್ನ [486,1142,634,1153]
lead-col2-text: ಇತ್ತೀಚೆಗೆ ಹಲವು ಶಾಲೆಗಳು ವಿದ್ಯಾರ್ಥಿಗಳ ವರ್ಗಾವಣೆ ಪತ್ರ ನೀಡದೇ ಸತಾಯಿಸುತ್ತಿರುವ ಬಗ್ಗೆ ದೂರುಗಳು ಬಂದಿವೆ. ಇದು ಮಕ್ಕಳ ಶಿಕ್ಷಣದ ಹಕ್ಕಿಗೆ ಧಕ್ಕೆ ತರುವಂತದ್ದಾಗಿದ್ದು ಯಾವುದೇ ಕಾರಣಕ್ಕೂ ಸಹಿಸಲಾಗುವುದಿಲ್ಲ. ಈ ಕುರಿತು ಶಿಕ್ಷಣ ಇಲಾಖೆ ಅಧಿಕಾರಿಗಳು ಕಟ್ಟುನಿಟ್ಟಿನ ಸೂಚನೆ ನೀಡಬೇಕು ಎಂದು ತಿಳಿಸಿದರು. ಅಂಗನವಾಡಿ ಕೇಂದ್ರಗಳಲ್ಲಿ ಮಕ್ಕಳ ಪೌಷ್ಟಿಕ ಆಹಾರ ಸಮರ್ಪಕವಾಗಿ ವಿತರಣೆಯಾಗಬೇಕು. [312,552,424,637]
apmc-min-price: 27119 [102,1053,150,1066]
apmc-market1-name: ಶಿರಸಿ [50,837,63,846]
kirusuddi-hand-icon [30,94,72,136]
apmc-item-name: ರಾಶಿ [30,1001,102,1014]
apmc-min-price: 12012 [102,1040,150,1053]
bottom-section-divider [30,1134,916,1136]
sarkara-yojane-body [210,862,478,1022]
logo-tagline: ರಾಷ್ಟ್ರ ಜಾಗೃತಿಯ ದೈನಿಕ [76,60,118,66]
aranya-col1-text: ದೇಶದಲ್ಲಿ ರಾಷ್ಟ್ರೀಯ ಅರಣ್ಯ ನೀತಿ ಜಾರಿಗೆ ತರುವ ಮೂಲಕ ಅರಣ್ಯವಾಸಿಗಳ ಹಿತರಕ್ಷಣೆ ಮಾಡಬೇಕು ಎಂದು ಅರಣ್ಯ ಭೂಮಿ ಹಕ್ಕು ಹೋರಾಟಗಾರರ ವೇದಿಕೆಯ ಅಧ್ಯಕ್ಷ ರವೀಂದ್ರ ನಾಯ್ಕ ಆಗ್ರಹಿಸಿದರು. ತಾಲೂಕಿನಲ್ಲಿ ಹಮ್ಮಿಕೊಂಡಿದ್ದ ಅರಣ್ಯವಾಸಿಗಳ ಜಾಗೃತಿ ಸಭೆಯಲ್ಲಿ ಅವರು ಮಾತನಾಡಿದರು. ಸುಪ್ರೀಂ ಕೋರ್ಟ್‌ನಲ್ಲಿ ಅರಣ್ಯ ಹಕ್ಕು ಕಾಯ್ದೆ ಕುರಿತ ವಿಚಾರಣೆ ನಡೆಯುತ್ತಿದ್ದು ಸರ್ಕಾರ ಅರಣ್ಯವಾಸಿಗಳ ಪರ ಸಮರ್ಥ ವಾದ ಮಂಡಿಸಬೇಕು ಎಂದರು. [30,1172,170,1247]
apmc-market1-row [30,928,198,941]
kanadevi-body [210,1048,478,1128]
apmc-min-price: 43099 [102,902,150,915]
bottom-rule1 [480,1140,481,1424]
cricket-col1-text: ನಗರದ ಮಾಲಾದೇವಿ ಮೈದಾನದಲ್ಲಿ ಮಾಲಾದೇವಿ ಸ್ಪೋರ್ಟ್ಸ್ ಕ್ಲಬ್ ವತಿಯಿಂದ ಆಯೋಜಿಸಿದ್ದ ಕ್ರಿಕೆಟ್ ಪಂದ್ಯಾವಳಿಯಲ್ಲಿ ಸಾಗರಪುತ್ರ ತಂಡ ಚಾಂಪಿಯನ್ ಪಟ್ಟ ಅಲಂಕರಿಸಿತು. ಎಸ್.ಸಿ.ಬಿ ಕಾರವಾರ ತಂಡ ರನ್ನರ್ ಅಪ್ ಪ್ರಶಸ್ತಿಗೆ ತೃಪ್ತಿಪಟ್ಟಿತು. ಸಮಾರೋಪ ಸಮಾರಂಭದಲ್ಲಿ ವಿಜೇತರಿಗೆ ಬಹುಮಾನ ವಿತರಿಸಲಾಯಿತು. [676,392,792,458]
apmc-market2-row [30,988,198,1001]
lead-photo [312,422,668,548]
mid-center-rule [482,744,483,1128]
edition-title: ಉತ್ತರ ಕನ್ನಡ [355,38,505,78]
lead-place: ಕಾರವಾರ: [210,422,234,431]
apmc-market1-row [30,850,198,863]
top-photo3-caption-place: ಯಲ್ಲಾಪುರ: [710,250,740,259]
nagabana-col1-text: ಪಟ್ಟಣದ ಮುಖ್ಯರಸ್ತೆಯ ರಾಜಾಂಗಣ ನಾಗಬನದ ವರ್ಧಂತ್ಯುತ್ಸವ ಹಾಗೂ ನಾಗ ತನು ಸಮರ್ಪಣಾ ಕಾರ್ಯಕ್ರಮ ವಿಜೃಂಭಣೆಯಿಂದ ನಡೆಯಿತು. ಬೆಳಗ್ಗೆ ಗಣಹೋಮ, ನಾಗದೇವರಿಗೆ ಕಲಶಾಭಿಷೇಕ, ಪವಮಾನ ಅಭಿಷೇಕ, ನವಕ ಕಲಶ ಪ್ರತಿಷ್ಠೆ ಹಾಗೂ ವಿಶೇಷ ಪೂಜೆ ನಡೆಯಿತು. [486,1160,588,1226]
